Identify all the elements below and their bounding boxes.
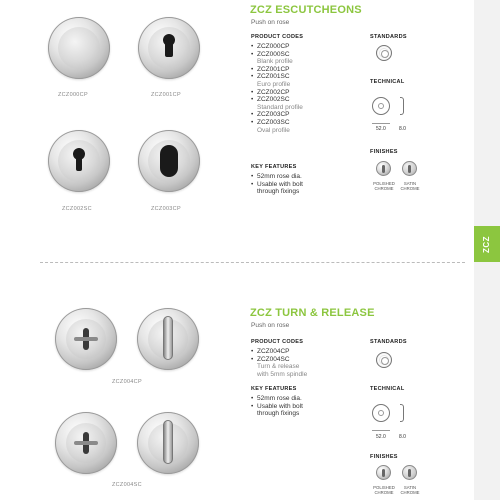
finish-swatch-polished-chrome[interactable] — [376, 465, 391, 480]
list-item: • 52mm rose dia. — [251, 173, 302, 180]
dimension-diameter: 52.0 — [376, 126, 386, 132]
finish-label: SATIN CHROME — [400, 485, 420, 495]
technical-heading: TECHNICAL — [370, 79, 405, 85]
product-codes-heading: PRODUCT CODES — [251, 34, 304, 40]
standards-seal-icon — [376, 45, 392, 61]
product-codes-list — [251, 348, 307, 378]
photo-caption: ZCZ003CP — [151, 206, 181, 212]
list-note: Oval profile — [257, 126, 290, 134]
finishes-heading: FINISHES — [370, 149, 398, 155]
list-item: • ZCZ000SC — [251, 50, 290, 58]
section-subtitle: Push on rose — [251, 322, 290, 329]
finish-label: SATIN CHROME — [400, 181, 420, 191]
technical-drawing-side-icon — [400, 404, 404, 422]
list-item: • ZCZ001SC — [251, 73, 290, 81]
dimension-diameter: 52.0 — [376, 434, 386, 440]
list-item: • ZCZ004SC — [251, 355, 290, 363]
key-features-heading: KEY FEATURES — [251, 386, 297, 392]
product-photo-turn-knob-satin — [137, 412, 199, 474]
list-item: • ZCZ001CP — [251, 65, 290, 73]
key-features-list — [251, 173, 303, 196]
list-note: Standard profile — [257, 103, 303, 111]
finish-label: POLISHED CHROME — [373, 181, 395, 191]
photo-caption: ZCZ004CP — [112, 379, 142, 385]
section-tab-label: ZCZ — [482, 235, 492, 253]
product-photo-turn-indicator — [55, 308, 117, 370]
section-divider — [40, 262, 465, 263]
section-tab[interactable] — [474, 226, 500, 262]
list-item: • Usable with bolt — [251, 180, 303, 188]
finish-swatch-polished-chrome[interactable] — [376, 161, 391, 176]
list-note: Blank profile — [257, 58, 293, 66]
section-subtitle: Push on rose — [251, 19, 290, 26]
list-note: Euro profile — [257, 80, 291, 88]
photo-caption: ZCZ000CP — [58, 92, 88, 98]
list-note: Turn & release — [257, 363, 300, 371]
list-item-cont: through fixings — [257, 188, 300, 196]
standards-heading: STANDARDS — [370, 34, 407, 40]
list-item: • ZCZ002SC — [251, 96, 290, 104]
product-photo-turn-knob — [137, 308, 199, 370]
list-item-cont: through fixings — [257, 410, 300, 418]
technical-drawing-front-icon — [372, 97, 390, 115]
product-photo-turn-indicator-satin — [55, 412, 117, 474]
list-item: • 52mm rose dia. — [251, 395, 302, 402]
section-title: ZCZ ESCUTCHEONS — [250, 4, 362, 16]
finish-swatch-satin-chrome[interactable] — [402, 465, 417, 480]
technical-heading: TECHNICAL — [370, 386, 405, 392]
list-item: • ZCZ000CP — [251, 43, 290, 50]
technical-drawing-front-icon — [372, 404, 390, 422]
list-item: • ZCZ002CP — [251, 88, 290, 96]
product-photo-standard-escutcheon — [48, 130, 110, 192]
photo-caption: ZCZ002SC — [62, 206, 92, 212]
key-features-heading: KEY FEATURES — [251, 164, 297, 170]
product-codes-heading: PRODUCT CODES — [251, 339, 304, 345]
product-photo-oval-escutcheon — [138, 130, 200, 192]
standards-heading: STANDARDS — [370, 339, 407, 345]
dimension-line — [372, 430, 390, 431]
dimension-depth: 8.0 — [399, 126, 406, 132]
finishes-heading: FINISHES — [370, 454, 398, 460]
section-title: ZCZ TURN & RELEASE — [250, 307, 375, 319]
technical-drawing-side-icon — [400, 97, 404, 115]
list-item: • ZCZ003CP — [251, 111, 290, 119]
dimension-depth: 8.0 — [399, 434, 406, 440]
product-codes-list — [251, 43, 303, 134]
list-item: • ZCZ004CP — [251, 348, 290, 355]
dimension-line — [372, 123, 390, 124]
list-item: • Usable with bolt — [251, 402, 303, 410]
product-photo-blank-escutcheon — [48, 17, 110, 79]
list-item: • ZCZ003SC — [251, 118, 290, 126]
key-features-list — [251, 395, 303, 418]
finish-swatch-satin-chrome[interactable] — [402, 161, 417, 176]
standards-seal-icon — [376, 352, 392, 368]
product-photo-euro-escutcheon — [138, 17, 200, 79]
finish-label: POLISHED CHROME — [373, 485, 395, 495]
list-note: with 5mm spindle — [257, 370, 308, 378]
photo-caption: ZCZ004SC — [112, 482, 142, 488]
photo-caption: ZCZ001CP — [151, 92, 181, 98]
